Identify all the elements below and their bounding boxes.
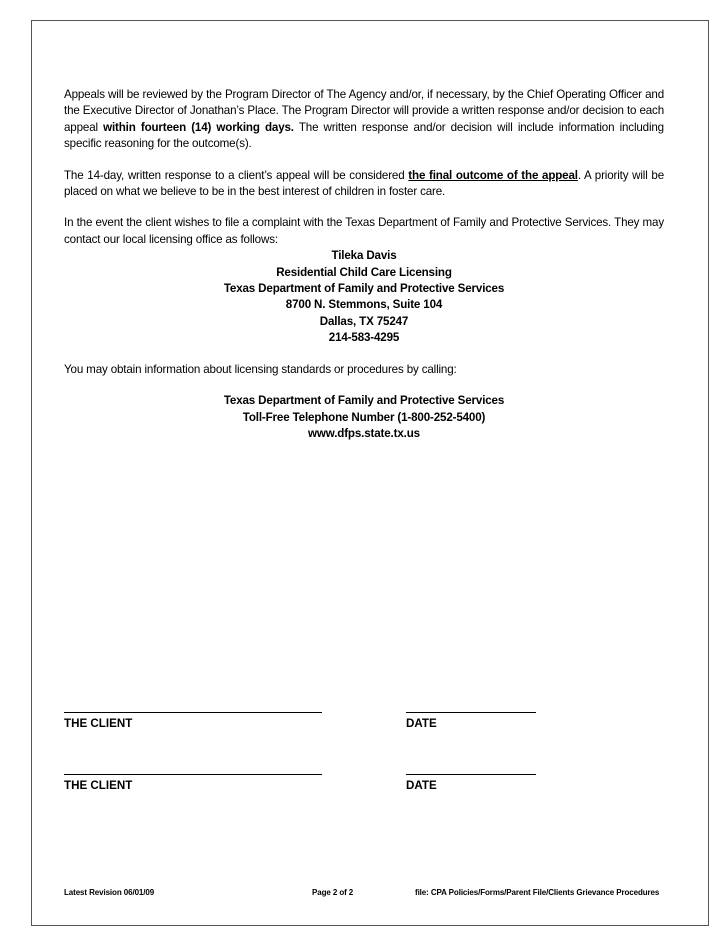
client-signature-line-2[interactable] xyxy=(64,774,322,775)
complaint-paragraph: In the event the client wishes to file a complaint with the Texas Department of Family and Protective Services. They may contact our local licensing office as follows: xyxy=(64,216,664,246)
contact-department: Texas Department of Family and Protective Services xyxy=(223,282,505,296)
dfps-phone: Toll-Free Telephone Number (1-800-252-5400) xyxy=(242,410,486,424)
final-outcome-text-continued: . A priority will be placed on what we believe to be in the best interest of children in foster care. xyxy=(64,168,665,199)
contact-city: Dallas, TX 75247 xyxy=(319,314,409,328)
final-outcome-emphasis: the final outcome of the appeal xyxy=(408,168,578,182)
footer-file-path: file: CPA Policies/Forms/Parent File/Clients Grievance Procedures xyxy=(415,888,660,897)
final-outcome-paragraph xyxy=(64,168,664,201)
date-label-2: DATE xyxy=(406,779,437,792)
date-line-1[interactable] xyxy=(406,712,536,713)
client-label-1: THE CLIENT xyxy=(64,717,133,730)
appeals-paragraph xyxy=(64,87,664,153)
appeals-deadline: within fourteen (14) working days. xyxy=(103,120,294,134)
appeals-text: Appeals will be reviewed by the Program Director of The Agency and/or, if necessary, by the Chief Operating Officer and the Executive Director of Jonathan’s Place. The Program Director will provide a written response and/or decision to each appeal xyxy=(64,88,664,134)
date-line-2[interactable] xyxy=(406,774,536,775)
contact-name: Tileka Davis xyxy=(331,249,397,263)
footer-revision: Latest Revision 06/01/09 xyxy=(64,888,155,897)
document-body xyxy=(64,87,664,442)
appeals-text-continued: The written response and/or decision will include information including specific reasoning for the outcome(s). xyxy=(64,120,664,151)
client-label-2: THE CLIENT xyxy=(64,779,133,792)
contact-phone: 214-583-4295 xyxy=(328,331,400,345)
licensing-info-paragraph: You may obtain information about licensing standards or procedures by calling: xyxy=(64,362,457,376)
footer-page-number: Page 2 of 2 xyxy=(312,888,354,897)
dfps-department: Texas Department of Family and Protective Services xyxy=(223,394,505,408)
final-outcome-text: The 14-day, written response to a client’s appeal will be considered xyxy=(64,168,409,182)
client-signature-line-1[interactable] xyxy=(64,712,322,713)
dfps-website: www.dfps.state.tx.us xyxy=(308,426,420,440)
contact-office: Residential Child Care Licensing xyxy=(276,265,452,279)
date-label-1: DATE xyxy=(406,717,437,730)
contact-street: 8700 N. Stemmons, Suite 104 xyxy=(285,298,443,312)
